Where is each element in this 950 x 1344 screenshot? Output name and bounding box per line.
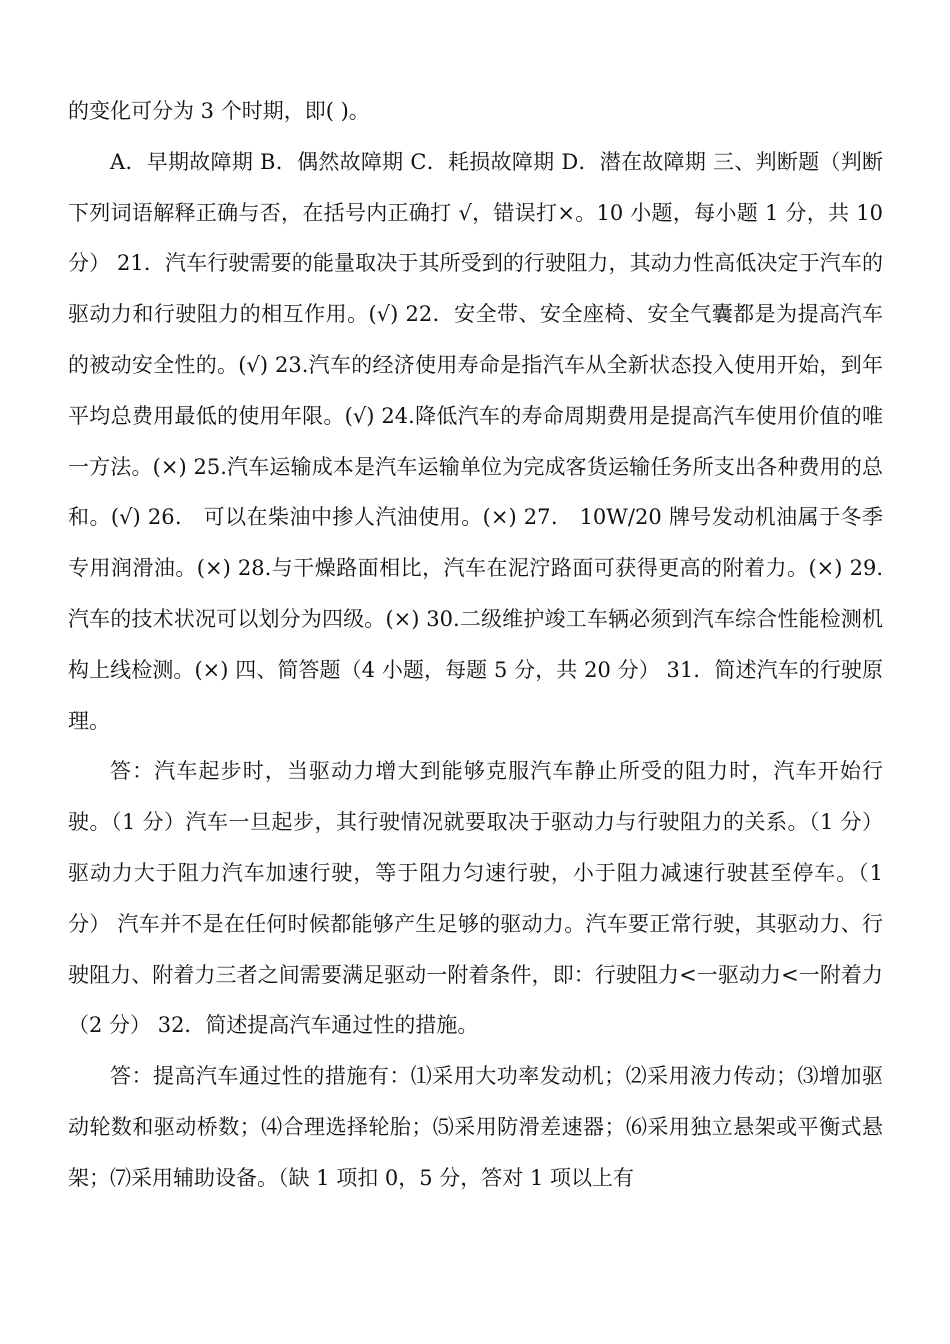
paragraph-options-and-judgment-section: A．早期故障期 B．偶然故障期 C．耗损故障期 D．潜在故障期 三、判断题（判断下列词语解释正确与否，在括号内正确打 √，错误打×。10 小题，每小题 1 分，共 10 分） 21．汽车行驶需要的能量取决于其所受到的行驶阻力，其动力性高低决定于汽车的驱动力和行驶阻力的相互作用。(√) 22．安全带、安全座椅、安全气囊都是为提高汽车的被动安全性的。(√) 23.汽车的经济使用寿命是指汽车从全新状态投入使用开始，到年平均总费用最低的使用年限。(√) 24.降低汽车的寿命周期费用是提高汽车使用价值的唯一方法。(×) 25.汽车运输成本是汽车运输单位为完成客货运输任务所支出各种费用的总和。(√) 26． 可以在柴油中掺人汽油使用。(×) 27． 10W/20 牌号发动机油属于冬季专用润滑油。(×) 28.与干燥路面相比，汽车在泥泞路面可获得更高的附着力。(×) 29.汽车的技术状况可以划分为四级。(×) 30.二级维护竣工车辆必须到汽车综合性能检测机构上线检测。(×) 四、简答题（4 小题，每题 5 分，共 20 分） 31．简述汽车的行驶原理。	[68, 149, 883, 733]
paragraph-answer-32: 答：提高汽车通过性的措施有：⑴采用大功率发动机；⑵采用液力传动；⑶增加驱动轮数和驱动桥数；⑷合理选择轮胎；⑸采用防滑差速器；⑹采用独立悬架或平衡式悬架；⑺采用辅助设备。（缺 1 项扣 0，5 分，答对 1 项以上有	[68, 1064, 883, 1190]
document-page	[68, 86, 883, 1204]
paragraph-answer-31: 答：汽车起步时，当驱动力增大到能够克服汽车静止所受的阻力时，汽车开始行驶。（1 分）汽车一旦起步，其行驶情况就要取决于驱动力与行驶阻力的关系。（1 分）驱动力大于阻力汽车加速行驶，等于阻力匀速行驶，小于阻力减速行驶甚至停车。（1 分） 汽车并不是在任何时候都能够产生足够的驱动力。汽车要正常行驶，其驱动力、行驶阻力、附着力三者之间需要满足驱动一附着条件，即：行驶阻力<一驱动力<一附着力（2 分） 32．简述提高汽车通过性的措施。	[68, 759, 883, 1038]
paragraph-question-continuation: 的变化可分为 3 个时期，即( )。	[68, 99, 370, 123]
